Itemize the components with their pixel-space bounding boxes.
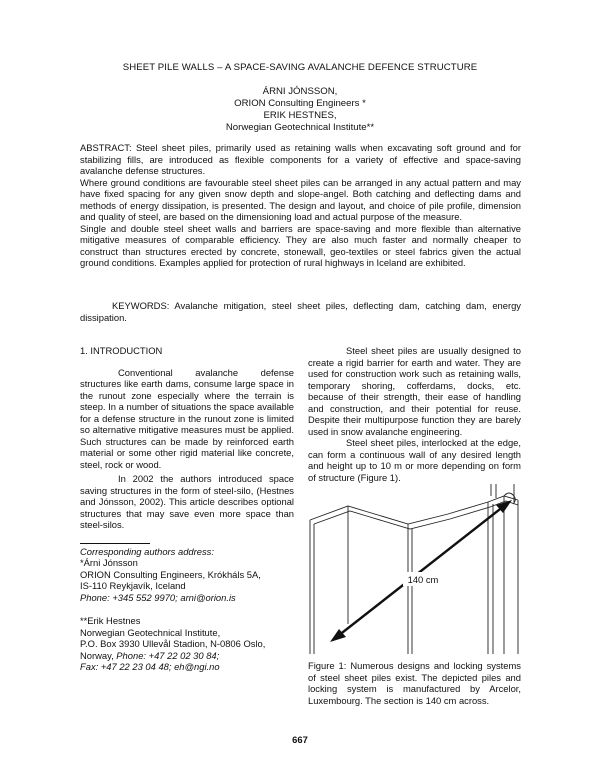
section-heading-introduction: 1. INTRODUCTION: [80, 345, 163, 356]
author-2-affiliation: Norwegian Geotechnical Institute**: [225, 122, 375, 133]
right-column: [308, 345, 521, 483]
intro-paragraph-2: In 2002 the authors introduced space saving structures in the form of steel-silo, (Hestnes and Jónsson, 2002). This article describes optional structures that may save even more space than steel-silos.: [80, 473, 294, 530]
keywords: KEYWORDS: Avalanche mitigation, steel sheet piles, deflecting dam, catching dam, energy dissipation.: [80, 300, 521, 323]
abstract: [80, 142, 521, 269]
left-column: [80, 345, 294, 673]
author-2-fax: Fax: +47 22 23 04 48; eh@ngi.no: [80, 661, 220, 672]
abstract-paragraph-3: Single and double steel sheet walls and barriers are space-saving and more flexible than alternative mitigative measures of comparable efficiency. They are also much faster and normally cheaper to construct than structures erected by concrete, stonewall, geo-textiles or steel fabrics given the actual ground conditions. Examples applied for protection of rural highways in Iceland are exhibited.: [80, 222, 521, 268]
author-2-name: ERIK HESTNES,: [263, 110, 337, 121]
dimension-arrow: [330, 500, 512, 642]
footnote-rule: [80, 543, 150, 544]
author-2-phone-line: [80, 650, 294, 662]
right-paragraph-1: Steel sheet piles are usually designed to create a rigid barrier for earth and water. They are used for construction work such as retaining walls, temporary shoring, cofferdams, docks, etc. because of their strength, their ease of handling and construction, and their potential for reuse. Despite their multipurpose function they are barely used in snow avalanche engineering.: [308, 345, 521, 437]
page-number: 667: [292, 734, 308, 745]
author-1-name-footnote: *Árni Jónsson: [80, 557, 138, 568]
corresponding-label: Corresponding authors address:: [80, 545, 214, 557]
dimension-label: 140 cm: [407, 574, 439, 585]
sheet-pile-drawing: [308, 484, 521, 654]
author-1-contact: Phone: +345 552 9970; arni@orion.is: [80, 591, 236, 603]
author-1-org: ORION Consulting Engineers, Krókháls 5A,: [80, 568, 261, 580]
right-paragraph-2: Steel sheet piles, interlocked at the edge, can form a continuous wall of any desired length and height up to 10 m or more depending on form of structure (Figure 1).: [308, 437, 521, 483]
author-2-country: Norway,: [80, 649, 117, 661]
paper-title: SHEET PILE WALLS – A SPACE-SAVING AVALANCHE DEFENCE STRUCTURE: [122, 62, 478, 73]
corresponding-address: [80, 546, 294, 673]
author-2-box: P.O. Box 3930 Ullevål Stadion, N-0806 Oslo,: [80, 638, 266, 649]
abstract-paragraph-1: ABSTRACT: Steel sheet piles, primarily used as retaining walls when excavating soft ground and for stabilizing fills, are introduced as flexible components for a variety of effective and space-saving avalanche defense structures.: [80, 142, 521, 176]
intro-paragraph-1: Conventional avalanche defense structures like earth dams, consume large space in the runout zone especially where the terrain is steep. In a number of situations the space available for a defense structure in the runout zone is limited so alternative mitigative measures must be applied. Such structures can be made by reinforced earth material or some other rigid material like concrete, steel, rock or wood.: [80, 366, 294, 470]
author-1-affiliation: ORION Consulting Engineers *: [234, 98, 366, 109]
sheet-pile-outline: [310, 484, 518, 654]
author-1-name: ÁRNI JÓNSSON,: [262, 86, 338, 97]
author-block: [0, 86, 600, 134]
author-2-phone: Phone: +47 22 02 30 84;: [116, 649, 220, 661]
author-1-city: IS-110 Reykjavík, Iceland: [80, 580, 186, 591]
author-2-name-footnote: **Erik Hestnes: [80, 615, 141, 626]
figure-1: [308, 484, 521, 654]
author-2-org: Norwegian Geotechnical Institute,: [80, 626, 221, 638]
figure-1-caption: Figure 1: Numerous designs and locking systems of steel sheet piles exist. The depicted piles and locking system is manufactured by Arcelor, Luxembourg. The section is 140 cm across.: [308, 660, 521, 706]
abstract-paragraph-2: Where ground conditions are favourable steel sheet piles can be arranged in any actual pattern and may have fixed spacing for any given snow depth and slope-angel. Both catching and deflecting dams and methods of energy dissipation, is presented. The design and layout, and choice of pile profile, dimension and quality of steel, are based on the dimensioning load and actual purpose of the measure.: [80, 176, 521, 222]
